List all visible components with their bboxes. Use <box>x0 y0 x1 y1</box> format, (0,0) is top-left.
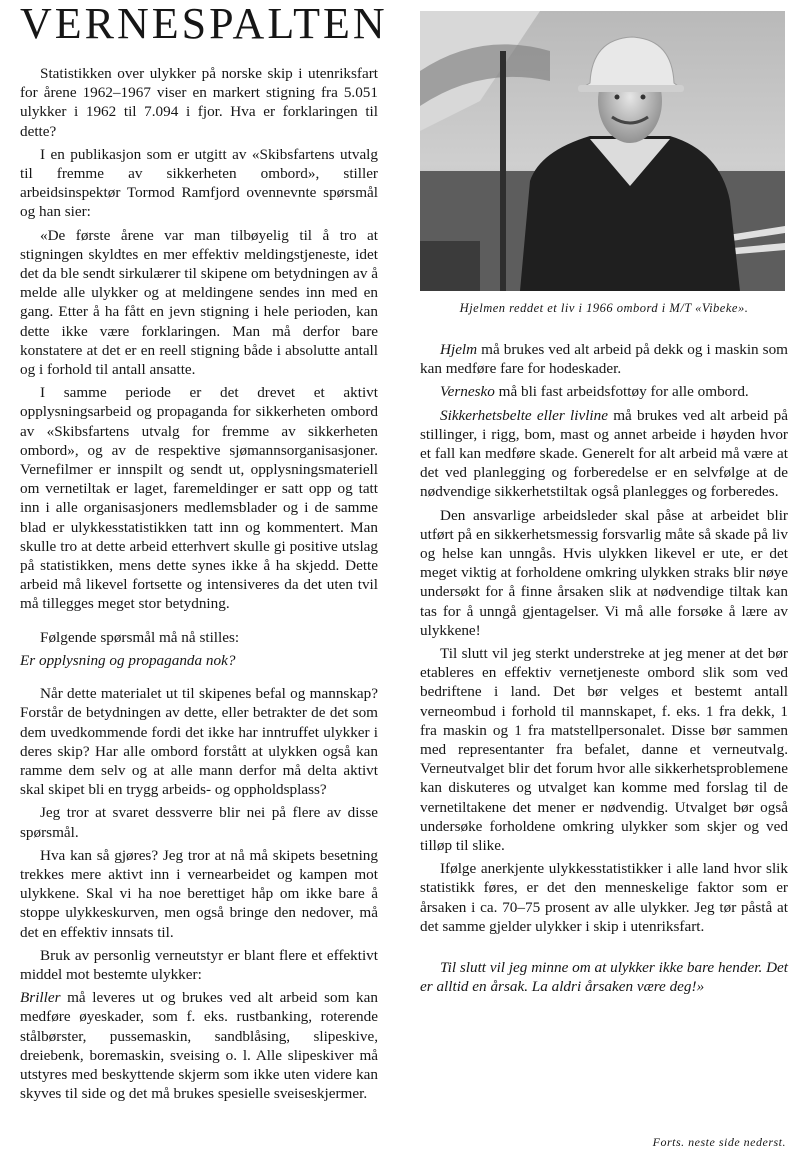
lead-term: Vernesko <box>440 383 495 401</box>
equipment-paragraph-glasses <box>20 988 378 1103</box>
paragraph: Når dette materialet ut til skipenes befal og mannskap? Forstår de betydningen av dette, eller betrakter de det som dem uvedkommende fordi det ikke har inntruffet ulykker i deres skip? Har alle ombord forstått at ulykken også kan ramme dem selv og at alle mann derfor må delta aktivt skal skipet bli en trygg arbeids- og oppholdsplass? <box>20 685 378 799</box>
right-column <box>420 340 788 1001</box>
lead-term: Hjelm <box>440 341 478 358</box>
paragraph: Bruk av personlig verneutstyr er blant flere et effektivt middel mot bestemte ulykker: <box>20 946 378 983</box>
paragraph: Hva kan så gjøres? Jeg tror at nå må skipets besetning trekkes mere aktivt inn i vernearbeidet og kampen mot ulykkene. Skal vi ha noe berettiget håp om ikke bare å stoppe ulykkeskurven, men også bringe den nedover, må det en effektiv innsats til. <box>20 846 378 941</box>
lead-term: Briller <box>20 989 61 1007</box>
photo-caption: Hjelmen reddet et liv i 1966 ombord i M/T «Vibeke». <box>459 301 749 315</box>
paragraph: Til slutt vil jeg sterkt understreke at jeg mener at det bør etableres en effektiv vernetjeneste ombord slik som ved bedriftene i land. Det bør velges et bestemt antall verneombud i forhold til mannskapet, f. eks. 1 fra dekk, 1 fra maskin og 1 fra matstellpersonalet. Disse bør sammen med representanter fra befalet, danne et verneutvalg. Verneutvalget blir det forum hvor alle sikkerhetsproblemene kan diskuteres og utvalget kan komme med forslag til de vernetiltakene det mener er nødvendig. Utvalget bør også undersøke forholdene omkring ulykker som skjer og ved tilløp til slike. <box>420 645 788 855</box>
paragraph: Jeg tror at svaret dessverre blir nei på flere av disse spørsmål. <box>20 804 378 841</box>
paragraph-body: må leveres ut og brukes ved alt arbeid som kan medføre øyeskader, som f. eks. rustbanking, roterende stålbørster, pussemaskin, sandblåsing, slipeskive, dreiebenk, boremaskin, sveising o. l. Alle slipeskiver må utstyres med beskyttende skjerm som ikke uten videre kan skyves til side og det må brukes spesielle sveiseskjermer. <box>20 989 378 1103</box>
paragraph: Ifølge anerkjente ulykkesstatistikker i alle land hvor slik statistikk føres, er det den menneskelige faktor som er årsaken i ca. 70–75 prosent av alle ulykker. Jeg tør påstå at det samme gjelder ulykker i skip i utenriksfart. <box>420 860 788 935</box>
paragraph: Statistikken over ulykker på norske skip i utenriksfart for årene 1962–1967 viser en markert stigning fra 5.051 ulykker i 1962 til 7.094 i fjor. Hva er forklaringen til dette? <box>20 65 378 140</box>
continuation-note: Forts. neste side nederst. <box>652 1135 786 1149</box>
question-intro: Følgende spørsmål må nå stilles: <box>40 628 240 646</box>
paragraph-body: må brukes ved alt arbeid på stillinger, i rigg, bom, mast og annet arbeide i høyden hvor et fall kan medføre skade. Generelt for alt arbeid må være at det ved planlegging og forberedelse er en selvfølge at de nødvendige sikkerhetstiltak også planlegges og forberedes. <box>420 406 788 501</box>
quote-paragraph: «De første årene var man tilbøyelig til å tro at stigningen skyldtes en mer effektiv meldingstjeneste, idet det da ble sendt sirkulærer til skipene om betydningen av å melde alle ulykker og at meldingene sendes inn med en gang. Etter å ha fått en jevn stigning i hele perioden, kan dette ikke være forklaringen. Man må derfor bare konstatere at det er en reell stigning både i absolutte antall og i forhold til antall ansatte. <box>20 226 378 379</box>
paragraph-body: må bli fast arbeidsfottøy for alle ombord. <box>494 383 749 401</box>
closing-statement: Til slutt vil jeg minne om at ulykker ikke bare hender. Det er alltid en årsak. La aldri årsaken være deg!» <box>420 959 788 996</box>
equipment-paragraph-belt <box>420 406 788 502</box>
left-column <box>20 64 378 1107</box>
paragraph: I en publikasjon som er utgitt av «Skibsfartens utvalg til fremme av sikkerheten ombord», stiller arbeidsinspektør Tormod Ramfjord ovennevnte spørsmål og han sier: <box>20 145 378 221</box>
article-title: VERNESPALTEN <box>20 0 388 48</box>
equipment-paragraph-helmet <box>420 340 788 378</box>
paragraph-body: må brukes ved alt arbeid på dekk og i maskin som kan medføre fare for hodeskader. <box>420 341 788 378</box>
subheading: Er opplysning og propaganda nok? <box>20 651 236 669</box>
photo-man-in-helmet <box>420 11 785 291</box>
lead-term: Sikkerhetsbelte eller livline <box>440 406 608 424</box>
paragraph: Den ansvarlige arbeidsleder skal påse at arbeidet blir utført på en sikkerhetsmessig forsvarlig måte så skade på liv og helse kan unngås. Hvis ulykken likevel er ute, er det meget viktig at forholdene omkring ulykken straks blir nøye undersøkt for å finne årsaken slik at nødvendige tiltak kan tas for å unngå gjentagelser. Vi må alle forsøke å lære av ulykkene! <box>420 506 788 639</box>
photo-image <box>420 11 785 291</box>
paragraph: I samme periode er det drevet et aktivt opplysningsarbeid og propaganda for sikkerheten ombord av «Skibsfartens utvalg for fremme av sikkerheten ombord», og av de respektive sjømannsorganisasjoner. Vernefilmer er innspilt og sendt ut, opplysningsmateriell om vernetiltak er laget, faremeldinger er satt opp og tatt inn i alle organisasjoners medlemsblader og i de samme blad er ulykkesstatistikken tatt inn og kommentert. Man skulle tro at dette arbeid etterhvert skulle gi positive utslag på statistikken, mens dette synes ikke å ha skjedd. Dette arbeid må likevel fortsette og intensiveres da det uten tvil må tillegges meget stor betydning. <box>20 384 378 613</box>
equipment-paragraph-shoes <box>420 382 788 401</box>
